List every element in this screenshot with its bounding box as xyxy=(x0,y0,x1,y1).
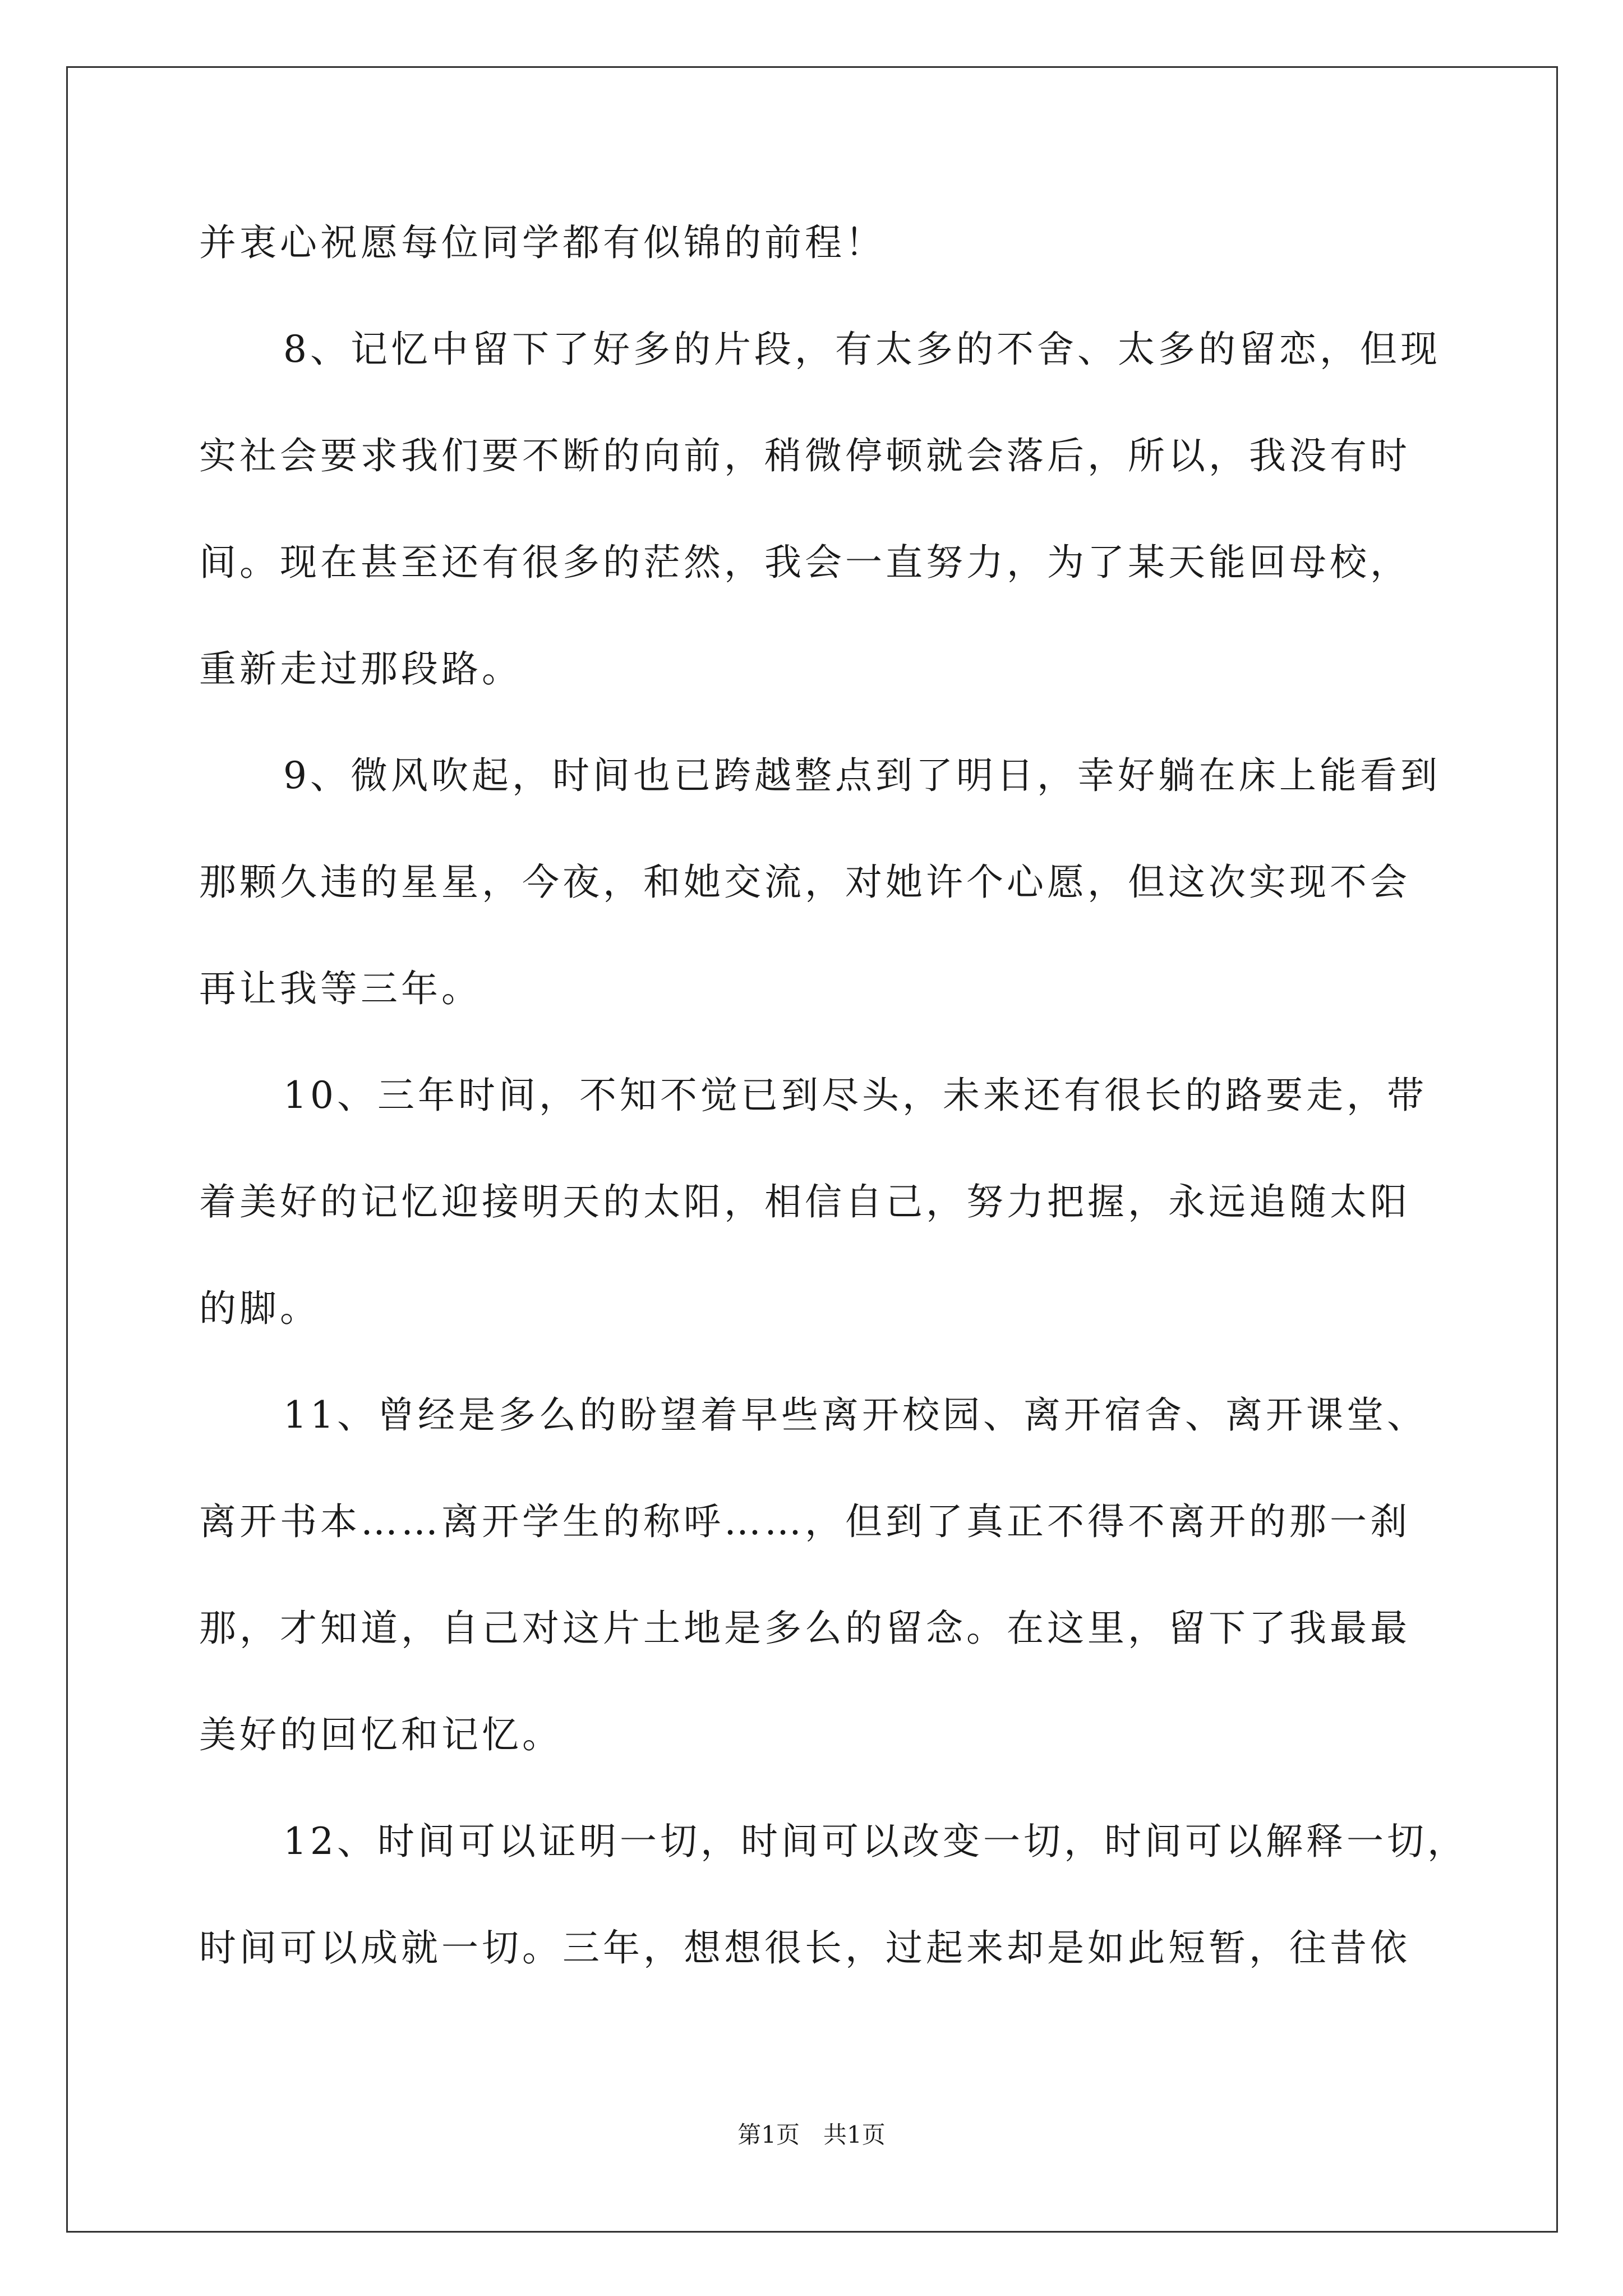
paragraph-1-line-3: 重新走过那段路。 xyxy=(199,647,522,691)
paragraph-3-line-1: 着美好的记忆迎接明天的太阳，相信自己，努力把握，永远追随太阳 xyxy=(199,1180,1410,1223)
paragraph-5-line-0: 12、时间可以证明一切，时间可以改变一切，时间可以解释一切， xyxy=(283,1820,1468,1863)
paragraph-1-line-0: 8、记忆中留下了好多的片段，有太多的不舍、太多的留恋，但现 xyxy=(283,328,1441,371)
page-footer: 第1页 共1页 xyxy=(737,2121,886,2148)
paragraph-4-line-2: 那，才知道，自己对这片土地是多么的留念。在这里，留下了我最最 xyxy=(199,1607,1410,1650)
paragraph-3-line-2: 的脚。 xyxy=(199,1287,320,1330)
paragraph-4-line-1: 离开书本……离开学生的称呼……，但到了真正不得不离开的那一刹 xyxy=(199,1500,1410,1543)
paragraph-5-line-1: 时间可以成就一切。三年，想想很长，过起来却是如此短暂，往昔依 xyxy=(199,1926,1410,1970)
paragraph-3-line-0: 10、三年时间，不知不觉已到尽头，未来还有很长的路要走，带 xyxy=(283,1074,1427,1117)
paragraph-4-line-0: 11、曾经是多么的盼望着早些离开校园、离开宿舍、离开课堂、 xyxy=(283,1393,1427,1437)
document-body xyxy=(199,218,1468,1973)
paragraph-2-line-2: 再让我等三年。 xyxy=(199,967,482,1010)
paragraph-4-line-3: 美好的回忆和记忆。 xyxy=(199,1713,562,1756)
paragraph-1-line-1: 实社会要求我们要不断的向前，稍微停顿就会落后，所以，我没有时 xyxy=(199,434,1410,477)
paragraph-1-line-2: 间。现在甚至还有很多的茫然，我会一直努力，为了某天能回母校， xyxy=(199,541,1410,584)
paragraph-2-line-0: 9、微风吹起，时间也已跨越整点到了明日，幸好躺在床上能看到 xyxy=(283,754,1441,797)
paragraph-0-line-0: 并衷心祝愿每位同学都有似锦的前程！ xyxy=(199,221,886,264)
paragraph-2-line-1: 那颗久违的星星，今夜，和她交流，对她许个心愿，但这次实现不会 xyxy=(199,861,1410,904)
